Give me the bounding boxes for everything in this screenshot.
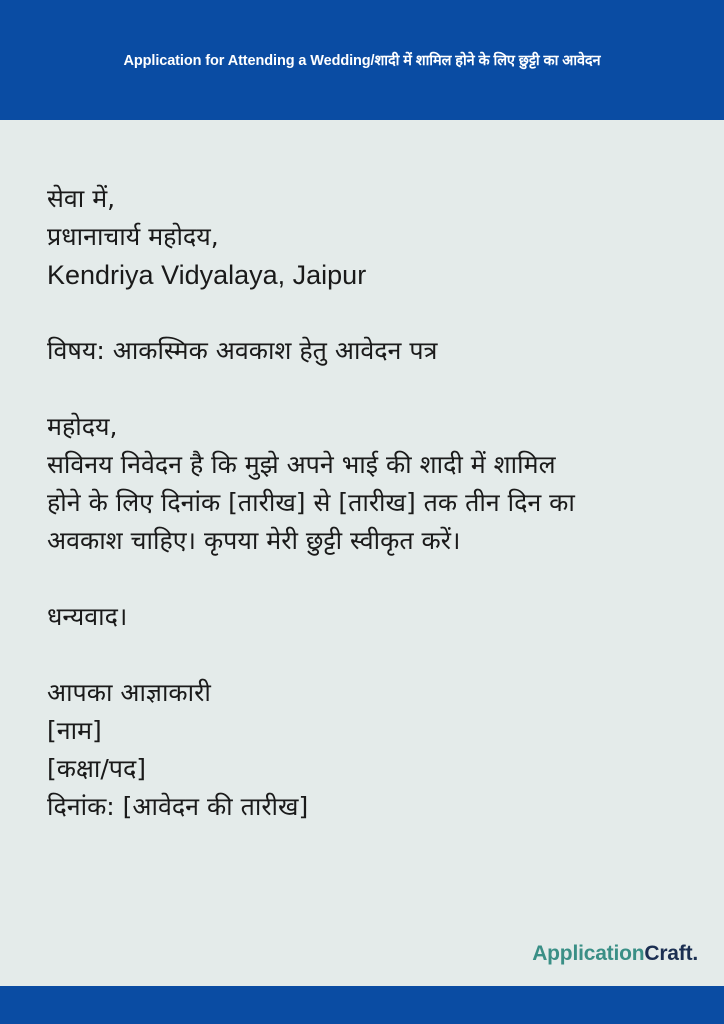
letter-recipient: प्रधानाचार्य महोदय, (47, 222, 219, 251)
letter-subject: विषय: आकस्मिक अवकाश हेतु आवेदन पत्र (47, 336, 438, 365)
letter-name: [नाम] (47, 716, 102, 745)
letter-body-line: सविनय निवेदन है कि मुझे अपने भाई की शादी में शामिल (47, 450, 556, 479)
letter-thanks: धन्यवाद। (47, 602, 128, 631)
letter-to-label: सेवा में, (47, 184, 116, 213)
brand-logo-part2: Craft. (644, 942, 698, 965)
footer-bar (0, 986, 724, 1024)
letter-closing: आपका आज्ञाकारी (47, 678, 211, 707)
letter-body-line: होने के लिए दिनांक [तारीख] से [तारीख] तक तीन दिन का (47, 488, 575, 517)
letter-school: Kendriya Vidyalaya, Jaipur (47, 260, 367, 290)
letter-class-post: [कक्षा/पद] (47, 754, 147, 783)
letter-salutation: महोदय, (47, 412, 118, 441)
header-banner (0, 0, 724, 120)
letter-body (47, 180, 687, 826)
brand-logo (532, 942, 698, 966)
spacer (47, 560, 687, 598)
letter-body-line: अवकाश चाहिए। कृपया मेरी छुट्टी स्वीकृत करें। (47, 526, 461, 555)
spacer (47, 636, 687, 674)
spacer (47, 294, 687, 332)
brand-logo-part1: Application (532, 942, 645, 965)
page-title: Application for Attending a Wedding/शादी में शामिल होने के लिए छुट्टी का आवेदन (123, 53, 601, 69)
spacer (47, 370, 687, 408)
letter-date: दिनांक: [आवेदन की तारीख] (47, 792, 309, 821)
